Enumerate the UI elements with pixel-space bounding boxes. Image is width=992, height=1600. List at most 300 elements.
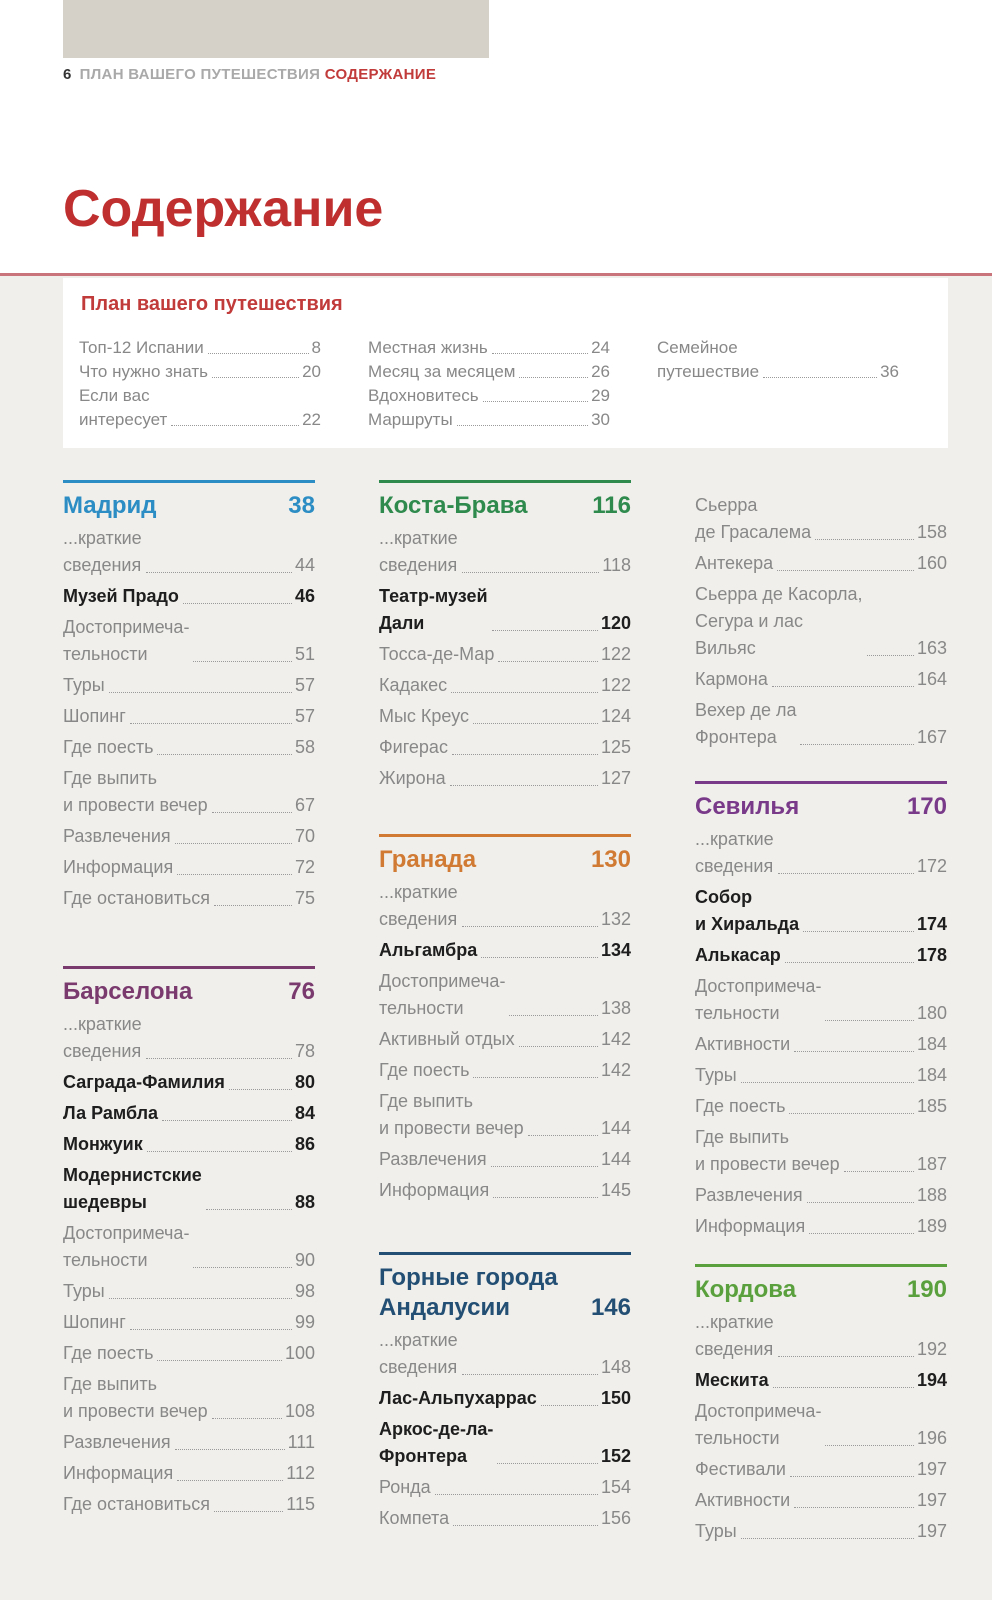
toc-entry-page: 167: [916, 727, 947, 747]
dot-leader: [493, 1197, 598, 1198]
toc-entry[interactable]: [368, 384, 610, 408]
toc-entry-label: Где выпить и провести вечер: [63, 768, 208, 815]
dot-leader: [794, 1051, 914, 1052]
toc-entry[interactable]: [695, 492, 947, 546]
toc-entry-page: 99: [294, 1312, 315, 1332]
section-page: 170: [906, 793, 947, 820]
section-mountain-towns: [379, 1252, 631, 1536]
toc-entry[interactable]: [695, 550, 947, 577]
plan-column-3: [657, 336, 899, 384]
toc-entry[interactable]: [379, 703, 631, 730]
toc-entry[interactable]: [79, 360, 321, 384]
toc-entry[interactable]: [63, 823, 315, 850]
toc-entry-label: ...краткие сведения: [63, 528, 142, 575]
toc-entry-label: Аркос-де-ла- Фронтера: [379, 1419, 494, 1466]
dot-leader: [457, 425, 588, 426]
toc-entry-label: Туры: [695, 1521, 737, 1541]
section-costa-brava: [379, 480, 631, 796]
toc-entry-page: 120: [600, 613, 631, 633]
toc-entry-label: Ронда: [379, 1477, 431, 1497]
toc-entry-label: Лас-Альпухаррас: [379, 1388, 537, 1408]
dot-leader: [214, 1511, 283, 1512]
section-heading[interactable]: [63, 491, 315, 521]
toc-entry[interactable]: [63, 614, 315, 668]
toc-entry-page: 180: [916, 1003, 947, 1023]
dot-leader: [741, 1538, 914, 1539]
toc-entry[interactable]: [63, 1491, 315, 1518]
entry-list: [379, 525, 631, 792]
dot-leader: [785, 962, 914, 963]
toc-entry-page: 154: [600, 1477, 631, 1497]
toc-entry[interactable]: [63, 1340, 315, 1367]
toc-entry-label: Активности: [695, 1490, 791, 1510]
page-title: Содержание: [63, 180, 384, 238]
toc-entry-label: ...краткие сведения: [379, 1330, 458, 1377]
dot-leader: [109, 1298, 292, 1299]
toc-entry-label: Достопримеча- тельности: [695, 1401, 822, 1448]
toc-entry-page: 70: [294, 826, 315, 846]
entry-list: [695, 492, 947, 751]
toc-entry-label: Алькасар: [695, 945, 781, 965]
toc-entry-page: 75: [294, 888, 315, 908]
dot-leader: [519, 1046, 598, 1047]
toc-entry-page: 58: [294, 737, 315, 757]
section-name: Гранада: [379, 846, 477, 873]
toc-entry-page: 84: [294, 1103, 315, 1123]
entry-list: [379, 1327, 631, 1532]
toc-entry[interactable]: [63, 1131, 315, 1158]
toc-entry-label: Активности: [695, 1034, 791, 1054]
toc-entry-label: Музей Прадо: [63, 586, 179, 606]
section-heading[interactable]: [695, 792, 947, 822]
toc-entry-page: 150: [600, 1388, 631, 1408]
toc-entry[interactable]: [79, 336, 321, 360]
toc-entry-page: 88: [294, 1192, 315, 1212]
toc-entry-page: 172: [916, 856, 947, 876]
toc-entry-label: Информация: [63, 857, 174, 877]
toc-entry-page: 112: [286, 1463, 315, 1483]
toc-entry-page: 185: [916, 1096, 947, 1116]
toc-entry[interactable]: [695, 942, 947, 969]
section-name: Горные города Андалусии: [379, 1264, 558, 1321]
toc-entry[interactable]: [368, 360, 610, 384]
toc-entry-label: Кадакес: [379, 675, 448, 695]
toc-entry-page: 67: [294, 795, 315, 815]
dot-leader: [146, 572, 292, 573]
section-barcelona: [63, 966, 315, 1522]
toc-entry[interactable]: [63, 1460, 315, 1487]
toc-entry[interactable]: [695, 1309, 947, 1363]
toc-entry[interactable]: [695, 697, 947, 751]
section-heading[interactable]: [695, 1275, 947, 1305]
toc-entry[interactable]: [379, 734, 631, 761]
section-page: 190: [906, 1276, 947, 1303]
toc-entry-page: 108: [284, 1401, 315, 1421]
dot-leader: [450, 785, 598, 786]
toc-entry[interactable]: [368, 336, 610, 360]
dot-leader: [229, 1089, 292, 1090]
toc-entry[interactable]: [695, 1487, 947, 1514]
dot-leader: [206, 1209, 292, 1210]
section-name: Коста-Брава: [379, 492, 528, 519]
toc-entry-page: 26: [591, 362, 610, 381]
toc-entry-page: 145: [600, 1180, 631, 1200]
toc-entry-label: Мескита: [695, 1370, 769, 1390]
section-cordoba: [695, 1264, 947, 1549]
toc-entry-page: 22: [302, 410, 321, 429]
section-page: 76: [288, 978, 315, 1005]
running-head: [63, 66, 436, 83]
section-sevilla: [695, 781, 947, 1244]
toc-entry[interactable]: [63, 854, 315, 881]
toc-entry[interactable]: [379, 937, 631, 964]
dot-leader: [193, 661, 292, 662]
toc-entry-page: 197: [916, 1490, 947, 1510]
toc-entry-label: Месяц за месяцем: [368, 362, 516, 381]
page-number: 6: [63, 66, 72, 83]
dot-leader: [807, 1202, 914, 1203]
dot-leader: [130, 723, 292, 724]
toc-entry[interactable]: [63, 672, 315, 699]
toc-entry-page: 144: [600, 1149, 631, 1169]
dot-leader: [825, 1020, 914, 1021]
toc-entry-label: Ла Рамбла: [63, 1103, 159, 1123]
section-heading[interactable]: [63, 977, 315, 1007]
dot-leader: [212, 377, 299, 378]
toc-entry-page: 20: [302, 362, 321, 381]
toc-entry[interactable]: [379, 1416, 631, 1470]
toc-entry[interactable]: [695, 1398, 947, 1452]
toc-entry[interactable]: [379, 1026, 631, 1053]
section-name: Мадрид: [63, 492, 157, 519]
dot-leader: [453, 1525, 598, 1526]
toc-entry[interactable]: [63, 765, 315, 819]
dot-leader: [208, 353, 309, 354]
toc-entry-label: Развлечения: [379, 1149, 487, 1169]
toc-entry[interactable]: [63, 1220, 315, 1274]
toc-entry-page: 115: [286, 1494, 315, 1514]
toc-entry-page: 187: [916, 1154, 947, 1174]
toc-entry-page: 189: [916, 1216, 947, 1236]
toc-entry-label: Активный отдых: [379, 1029, 515, 1049]
dot-leader: [509, 1015, 598, 1016]
entry-list: [695, 826, 947, 1240]
toc-entry[interactable]: [63, 734, 315, 761]
toc-entry-label: Семейное путешествие: [657, 338, 760, 381]
toc-entry-label: Вдохновитесь: [368, 386, 479, 405]
toc-entry[interactable]: [379, 525, 631, 579]
dot-leader: [175, 843, 292, 844]
toc-entry[interactable]: [379, 1385, 631, 1412]
toc-entry-page: 29: [591, 386, 610, 405]
toc-entry-page: 134: [600, 940, 631, 960]
dot-leader: [498, 661, 598, 662]
toc-entry-page: 46: [294, 586, 315, 606]
dot-leader: [789, 1113, 914, 1114]
section-name: Севилья: [695, 793, 800, 820]
dot-leader: [177, 874, 292, 875]
dot-leader: [146, 1058, 292, 1059]
toc-entry-label: Сьерра де Касорла, Сегура и лас Вильяс: [695, 584, 863, 658]
toc-entry[interactable]: [695, 1182, 947, 1209]
toc-entry[interactable]: [695, 1367, 947, 1394]
toc-entry[interactable]: [695, 1062, 947, 1089]
toc-entry-page: 125: [600, 737, 631, 757]
dot-leader: [809, 1233, 914, 1234]
dot-leader: [157, 1360, 282, 1361]
toc-entry[interactable]: [63, 1429, 315, 1456]
toc-entry-page: 118: [602, 555, 631, 575]
toc-entry-label: ...краткие сведения: [379, 882, 458, 929]
toc-entry-page: 72: [294, 857, 315, 877]
dot-leader: [528, 1135, 598, 1136]
toc-entry[interactable]: [79, 384, 321, 432]
dot-leader: [435, 1494, 598, 1495]
toc-entry[interactable]: [63, 1278, 315, 1305]
dot-leader: [193, 1267, 292, 1268]
toc-entry-page: 184: [916, 1034, 947, 1054]
toc-entry-page: 156: [600, 1508, 631, 1528]
toc-entry-label: Где остановиться: [63, 1494, 211, 1514]
entry-list: [63, 1011, 315, 1518]
section-page: 38: [288, 492, 315, 519]
toc-entry-label: Туры: [63, 1281, 105, 1301]
section-heading[interactable]: [379, 1263, 631, 1323]
dot-leader: [803, 931, 914, 932]
toc-entry-page: 36: [880, 362, 899, 381]
dot-leader: [492, 630, 598, 631]
toc-entry-label: Развлечения: [63, 826, 171, 846]
toc-entry[interactable]: [63, 1309, 315, 1336]
dot-leader: [825, 1445, 914, 1446]
plan-title: План вашего путешествия: [81, 293, 343, 315]
entry-list: [63, 525, 315, 912]
toc-entry[interactable]: [63, 703, 315, 730]
toc-entry-label: Саграда-Фамилия: [63, 1072, 225, 1092]
dot-leader: [741, 1082, 914, 1083]
dot-leader: [492, 353, 588, 354]
toc-entry-label: Информация: [695, 1216, 806, 1236]
toc-entry-page: 138: [600, 998, 631, 1018]
toc-entry[interactable]: [695, 1518, 947, 1545]
toc-entry-label: Местная жизнь: [368, 338, 488, 357]
toc-entry-label: Театр-музей Дали: [379, 586, 488, 633]
dot-leader: [462, 1374, 598, 1375]
toc-entry[interactable]: [379, 1474, 631, 1501]
toc-entry-page: 8: [311, 338, 321, 357]
toc-entry-label: Туры: [695, 1065, 737, 1085]
dot-leader: [794, 1507, 914, 1508]
toc-entry-label: Топ-12 Испании: [79, 338, 204, 357]
toc-entry-page: 188: [916, 1185, 947, 1205]
dot-leader: [473, 723, 598, 724]
dot-leader: [519, 377, 588, 378]
toc-entry[interactable]: [379, 641, 631, 668]
toc-entry[interactable]: [63, 1100, 315, 1127]
toc-entry-page: 142: [600, 1060, 631, 1080]
toc-entry-page: 127: [600, 768, 631, 788]
dot-leader: [772, 686, 914, 687]
section-heading[interactable]: [379, 491, 631, 521]
toc-entry-page: 122: [600, 644, 631, 664]
dot-leader: [212, 1418, 282, 1419]
toc-entry[interactable]: [379, 879, 631, 933]
toc-entry-label: Где поесть: [63, 1343, 154, 1363]
toc-entry-page: 132: [600, 909, 631, 929]
toc-entry-page: 144: [600, 1118, 631, 1138]
toc-entry-label: Где выпить и провести вечер: [63, 1374, 208, 1421]
toc-entry[interactable]: [379, 583, 631, 637]
dot-leader: [177, 1480, 283, 1481]
running-title: ПЛАН ВАШЕГО ПУТЕШЕСТВИЯ: [79, 66, 321, 83]
toc-entry[interactable]: [657, 336, 899, 384]
toc-entry-label: Где поесть: [379, 1060, 470, 1080]
toc-entry-label: Достопримеча- тельности: [695, 976, 822, 1023]
toc-entry-page: 30: [591, 410, 610, 429]
toc-entry-label: Достопримеча- тельности: [63, 617, 190, 664]
toc-entry-page: 78: [294, 1041, 315, 1061]
toc-entry-page: 178: [916, 945, 947, 965]
toc-entry-label: Антекера: [695, 553, 774, 573]
dot-leader: [763, 377, 877, 378]
toc-entry-page: 142: [600, 1029, 631, 1049]
toc-entry[interactable]: [379, 1177, 631, 1204]
toc-entry[interactable]: [63, 885, 315, 912]
toc-entry-label: ...краткие сведения: [63, 1014, 142, 1061]
toc-entry-page: 160: [916, 553, 947, 573]
toc-entry[interactable]: [379, 765, 631, 792]
toc-entry-label: Тосса-де-Мар: [379, 644, 495, 664]
toc-entry-page: 174: [916, 914, 947, 934]
toc-entry[interactable]: [63, 1371, 315, 1425]
toc-entry-page: 122: [600, 675, 631, 695]
toc-entry[interactable]: [695, 1213, 947, 1240]
dot-leader: [777, 570, 914, 571]
dot-leader: [473, 1077, 598, 1078]
dot-leader: [773, 1387, 914, 1388]
toc-entry[interactable]: [379, 1505, 631, 1532]
toc-entry[interactable]: [695, 826, 947, 880]
toc-entry-label: Если вас интересует: [79, 386, 168, 429]
toc-entry[interactable]: [63, 1069, 315, 1096]
entry-list: [379, 879, 631, 1204]
toc-entry-page: 44: [294, 555, 315, 575]
toc-entry-page: 24: [591, 338, 610, 357]
toc-entry-label: Где остановиться: [63, 888, 211, 908]
toc-entry-label: Развлечения: [63, 1432, 171, 1452]
dot-leader: [452, 754, 598, 755]
dot-leader: [778, 873, 914, 874]
toc-entry-page: 197: [916, 1459, 947, 1479]
toc-entry-label: Где выпить и провести вечер: [695, 1127, 840, 1174]
toc-entry[interactable]: [695, 666, 947, 693]
plan-column-2: [368, 336, 610, 432]
toc-entry-label: Модернистские шедевры: [63, 1165, 202, 1212]
toc-entry-label: Информация: [63, 1463, 174, 1483]
toc-entry-label: Туры: [63, 675, 105, 695]
dot-leader: [815, 539, 914, 540]
dot-leader: [497, 1463, 598, 1464]
toc-entry[interactable]: [695, 884, 947, 938]
header-image-block: [63, 0, 489, 58]
toc-entry[interactable]: [379, 1088, 631, 1142]
toc-entry-label: Монжуик: [63, 1134, 143, 1154]
section-madrid: [63, 480, 315, 916]
toc-entry-label: Что нужно знать: [79, 362, 209, 381]
section-granada: [379, 834, 631, 1208]
dot-leader: [147, 1151, 292, 1152]
toc-entry-label: Сьерра де Грасалема: [695, 495, 812, 542]
toc-entry[interactable]: [695, 581, 947, 662]
toc-entry-label: Где поесть: [63, 737, 154, 757]
running-section: СОДЕРЖАНИЕ: [324, 66, 437, 83]
toc-entry[interactable]: [695, 1031, 947, 1058]
toc-entry[interactable]: [379, 1146, 631, 1173]
toc-entry-page: 51: [294, 644, 315, 664]
toc-entry-label: Мыс Креус: [379, 706, 470, 726]
toc-entry-label: Маршруты: [368, 410, 453, 429]
toc-entry-label: Альгамбра: [379, 940, 478, 960]
toc-entry[interactable]: [379, 672, 631, 699]
toc-entry[interactable]: [695, 973, 947, 1027]
entry-list: [695, 1309, 947, 1545]
toc-entry[interactable]: [695, 1093, 947, 1120]
toc-entry[interactable]: [63, 583, 315, 610]
toc-entry[interactable]: [63, 525, 315, 579]
dot-leader: [462, 926, 598, 927]
toc-entry-label: ...краткие сведения: [695, 1312, 774, 1359]
toc-entry-page: 148: [600, 1357, 631, 1377]
toc-entry-page: 57: [294, 675, 315, 695]
dot-leader: [130, 1329, 292, 1330]
toc-entry-label: Шопинг: [63, 706, 126, 726]
toc-entry-label: Кармона: [695, 669, 768, 689]
toc-entry-label: Фестивали: [695, 1459, 786, 1479]
toc-entry[interactable]: [379, 1057, 631, 1084]
dot-leader: [214, 905, 292, 906]
toc-entry-page: 90: [294, 1250, 315, 1270]
dot-leader: [867, 655, 914, 656]
dot-leader: [462, 572, 600, 573]
toc-entry[interactable]: [695, 1456, 947, 1483]
toc-entry-label: Жирона: [379, 768, 446, 788]
toc-entry[interactable]: [63, 1011, 315, 1065]
toc-entry-label: Вехер де ла Фронтера: [695, 700, 797, 747]
section-heading[interactable]: [379, 845, 631, 875]
toc-entry[interactable]: [63, 1162, 315, 1216]
dot-leader: [491, 1166, 598, 1167]
toc-entry-page: 86: [294, 1134, 315, 1154]
toc-entry-page: 57: [294, 706, 315, 726]
dot-leader: [541, 1405, 598, 1406]
toc-entry-label: Достопримеча- тельности: [63, 1223, 190, 1270]
toc-entry-page: 98: [294, 1281, 315, 1301]
dot-leader: [451, 692, 598, 693]
dot-leader: [844, 1171, 914, 1172]
toc-entry[interactable]: [695, 1124, 947, 1178]
dot-leader: [212, 812, 292, 813]
toc-entry[interactable]: [379, 968, 631, 1022]
section-name: Барселона: [63, 978, 193, 1005]
toc-entry-page: 152: [600, 1446, 631, 1466]
toc-entry[interactable]: [379, 1327, 631, 1381]
toc-entry-label: Шопинг: [63, 1312, 126, 1332]
section-mountain-towns-continued: [695, 492, 947, 755]
toc-entry[interactable]: [368, 408, 610, 432]
toc-entry-label: Где выпить и провести вечер: [379, 1091, 524, 1138]
dot-leader: [800, 744, 913, 745]
toc-entry-page: 80: [294, 1072, 315, 1092]
